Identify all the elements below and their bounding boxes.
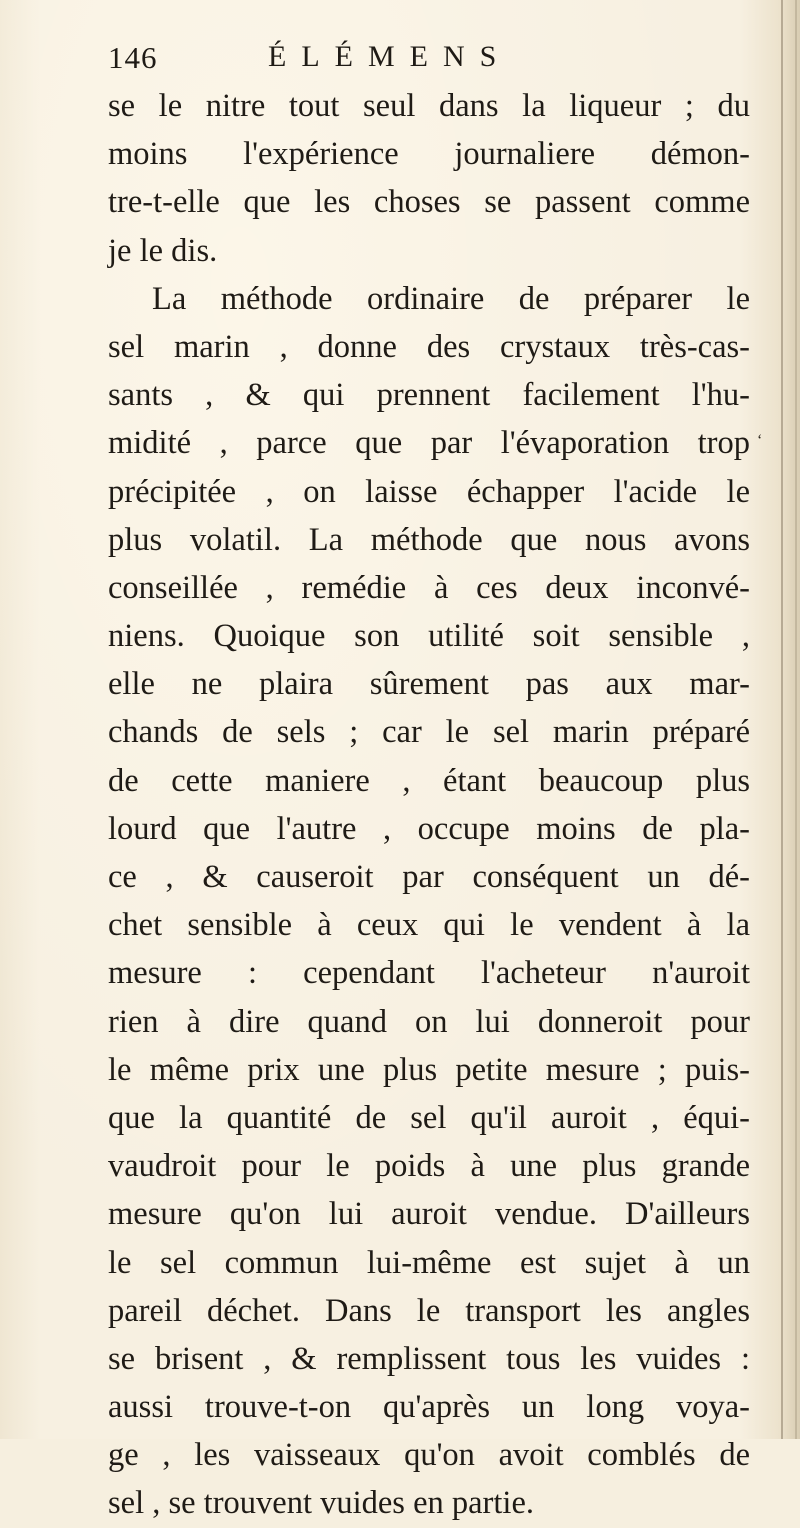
page-edge-outer xyxy=(795,0,797,1439)
text-line: se le nitre tout seul dans la liqueur ; du xyxy=(108,88,750,124)
text-line: sants , & qui prennent facilement l'hu- xyxy=(108,377,750,414)
text-line: mesure qu'on lui auroit vendue. D'ailleurs xyxy=(108,1196,750,1233)
text-line: le sel commun lui-même est sujet à un xyxy=(108,1244,750,1281)
text-line: précipitée , on laisse échapper l'acide le xyxy=(108,473,750,510)
text-line: de cette maniere , étant beaucoup plus xyxy=(108,762,750,799)
text-line: moins l'expérience journaliere démon- xyxy=(108,136,750,173)
text-line: chands de sels ; car le sel marin préparé xyxy=(108,714,750,751)
text-line: aussi trouve-t-on qu'après un long voya- xyxy=(108,1389,750,1426)
text-line: elle ne plaira sûrement pas aux mar- xyxy=(108,666,750,703)
page-header xyxy=(108,40,748,84)
text-line: sel , se trouvent vuides en partie. xyxy=(108,1485,534,1522)
text-line: ce , & causeroit par conséquent un dé- xyxy=(108,859,750,895)
text-line: se brisent , & remplissent tous les vuides : xyxy=(108,1340,750,1377)
text-line: que la quantité de sel qu'il auroit , équi- xyxy=(108,1099,750,1136)
text-line: rien à dire quand on lui donneroit pour xyxy=(108,1003,750,1040)
text-line: midité , parce que par l'évaporation trop xyxy=(108,425,750,462)
text-line: sel marin , donne des crystaux très-cas- xyxy=(108,328,750,365)
margin-mark: ʻ xyxy=(757,432,763,449)
text-line: le même prix une plus petite mesure ; puis- xyxy=(108,1051,750,1088)
body-text xyxy=(108,82,750,1528)
text-line: lourd que l'autre , occupe moins de pla- xyxy=(108,810,750,847)
text-line: chet sensible à ceux qui le vendent à la xyxy=(108,907,750,944)
text-line: niens. Quoique son utilité soit sensible , xyxy=(108,618,750,655)
text-line: La méthode ordinaire de préparer le xyxy=(152,280,750,317)
text-line: plus volatil. La méthode que nous avons xyxy=(108,521,750,558)
running-head: ÉLÉMENS xyxy=(268,40,512,73)
text-line: conseillée , remédie à ces deux inconvé- xyxy=(108,569,750,606)
page-number: 146 xyxy=(108,40,158,75)
text-line: pareil déchet. Dans le transport les angles xyxy=(108,1292,750,1329)
text-line: vaudroit pour le poids à une plus grande xyxy=(108,1148,750,1185)
text-line: mesure : cependant l'acheteur n'auroit xyxy=(108,955,750,992)
text-line: ge , les vaisseaux qu'on avoit comblés de xyxy=(108,1437,750,1474)
page-edge-shadow xyxy=(781,0,783,1439)
text-line: je le dis. xyxy=(108,232,218,269)
text-line: tre-t-elle que les choses se passent comme xyxy=(108,184,750,221)
